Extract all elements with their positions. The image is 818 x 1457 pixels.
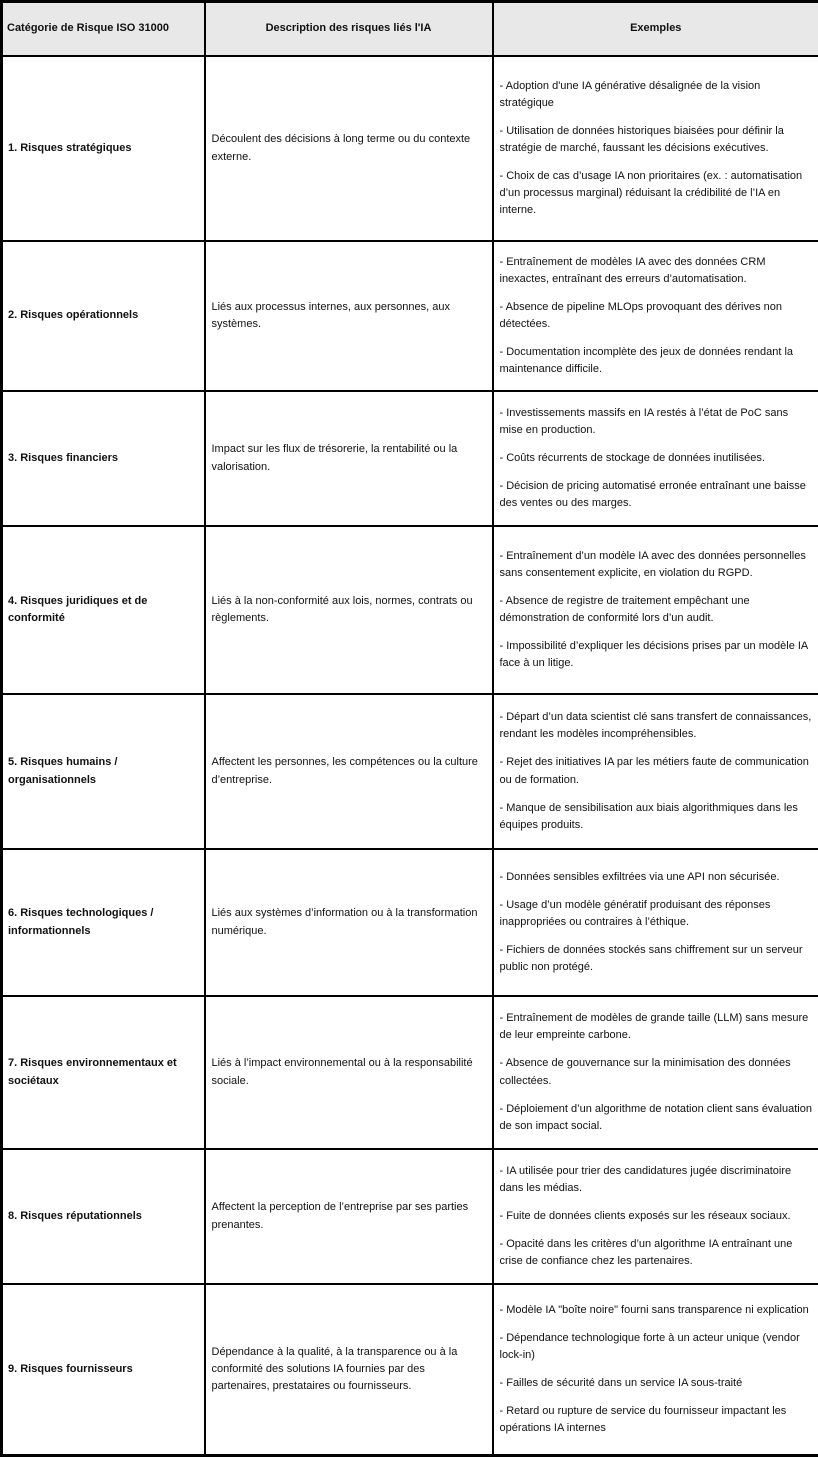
- category-cell: 9. Risques fournisseurs: [2, 1284, 205, 1455]
- example-item: - IA utilisée pour trier des candidatures jugée discriminatoire dans les médias.: [500, 1163, 813, 1197]
- description-cell: Liés à la non-conformité aux lois, normes, contrats ou règlements.: [205, 526, 493, 694]
- description-cell: Affectent les personnes, les compétences ou la culture d’entreprise.: [205, 694, 493, 849]
- example-item: - Décision de pricing automatisé erronée entraînant une baisse des ventes ou des marges.: [500, 478, 813, 512]
- example-item: - Opacité dans les critères d’un algorithme IA entraînant une crise de confiance chez les partenaires.: [500, 1236, 813, 1270]
- example-item: - Coûts récurrents de stockage de données inutilisées.: [500, 450, 813, 467]
- examples-cell: [493, 996, 818, 1149]
- table-row: [2, 526, 818, 694]
- example-item: - Usage d’un modèle génératif produisant des réponses inappropriées ou contraires à l’éthique.: [500, 897, 813, 931]
- table-row: [2, 1284, 818, 1455]
- example-item: - Absence de gouvernance sur la minimisation des données collectées.: [500, 1055, 813, 1089]
- description-cell: Liés à l’impact environnemental ou à la responsabilité sociale.: [205, 996, 493, 1149]
- example-item: - Absence de pipeline MLOps provoquant des dérives non détectées.: [500, 299, 813, 333]
- description-cell: Affectent la perception de l’entreprise par ses parties prenantes.: [205, 1149, 493, 1284]
- table-row: [2, 241, 818, 391]
- example-item: - Adoption d'une IA générative désalignée de la vision stratégique: [500, 78, 813, 112]
- example-item: - Impossibilité d’expliquer les décisions prises par un modèle IA face à un litige.: [500, 638, 813, 672]
- example-item: - Fichiers de données stockés sans chiffrement sur un serveur public non protégé.: [500, 942, 813, 976]
- category-cell: 7. Risques environnementaux et sociétaux: [2, 996, 205, 1149]
- example-item: - Départ d’un data scientist clé sans transfert de connaissances, rendant les modèles incompréhensibles.: [500, 709, 813, 743]
- example-item: - Investissements massifs en IA restés à l’état de PoC sans mise en production.: [500, 405, 813, 439]
- example-item: - Manque de sensibilisation aux biais algorithmiques dans les équipes produits.: [500, 800, 813, 834]
- category-cell: 5. Risques humains / organisationnels: [2, 694, 205, 849]
- table-row: [2, 996, 818, 1149]
- example-item: - Absence de registre de traitement empêchant une démonstration de conformité lors d’un audit.: [500, 593, 813, 627]
- examples-cell: [493, 391, 818, 526]
- example-item: - Dépendance technologique forte à un acteur unique (vendor lock-in): [500, 1330, 813, 1364]
- example-item: - Retard ou rupture de service du fournisseur impactant les opérations IA internes: [500, 1403, 813, 1437]
- example-item: - Entraînement de modèles de grande taille (LLM) sans mesure de leur empreinte carbone.: [500, 1010, 813, 1044]
- table-row: [2, 56, 818, 241]
- example-item: - Entraînement de modèles IA avec des données CRM inexactes, entraînant des erreurs d’automatisation.: [500, 254, 813, 288]
- examples-cell: [493, 1149, 818, 1284]
- column-header-examples: Exemples: [493, 2, 818, 57]
- category-cell: 2. Risques opérationnels: [2, 241, 205, 391]
- category-cell: 6. Risques technologiques / informationnels: [2, 849, 205, 996]
- column-header-category: Catégorie de Risque ISO 31000: [2, 2, 205, 57]
- example-item: - Modèle IA "boîte noire" fourni sans transparence ni explication: [500, 1302, 813, 1319]
- table-header-row: [2, 2, 818, 57]
- examples-cell: [493, 241, 818, 391]
- category-cell: 3. Risques financiers: [2, 391, 205, 526]
- example-item: - Documentation incomplète des jeux de données rendant la maintenance difficile.: [500, 344, 813, 378]
- example-item: - Failles de sécurité dans un service IA sous-traité: [500, 1375, 813, 1392]
- category-cell: 1. Risques stratégiques: [2, 56, 205, 241]
- description-cell: Impact sur les flux de trésorerie, la rentabilité ou la valorisation.: [205, 391, 493, 526]
- examples-cell: [493, 849, 818, 996]
- examples-cell: [493, 56, 818, 241]
- examples-cell: [493, 526, 818, 694]
- category-cell: 4. Risques juridiques et de conformité: [2, 526, 205, 694]
- table-body: [2, 56, 818, 1455]
- table-row: [2, 849, 818, 996]
- example-item: - Entraînement d’un modèle IA avec des données personnelles sans consentement explicite, en violation du RGPD.: [500, 548, 813, 582]
- example-item: - Rejet des initiatives IA par les métiers faute de communication ou de formation.: [500, 754, 813, 788]
- examples-cell: [493, 694, 818, 849]
- category-cell: 8. Risques réputationnels: [2, 1149, 205, 1284]
- example-item: - Choix de cas d’usage IA non prioritaires (ex. : automatisation d’un processus marginal) réduisant la crédibilité de l’IA en interne.: [500, 168, 813, 219]
- description-cell: Liés aux systèmes d’information ou à la transformation numérique.: [205, 849, 493, 996]
- description-cell: Liés aux processus internes, aux personnes, aux systèmes.: [205, 241, 493, 391]
- column-header-description: Description des risques liés l'IA: [205, 2, 493, 57]
- example-item: - Utilisation de données historiques biaisées pour définir la stratégie de marché, faussant les décisions exécutives.: [500, 123, 813, 157]
- example-item: - Déploiement d’un algorithme de notation client sans évaluation de son impact social.: [500, 1101, 813, 1135]
- description-cell: Dépendance à la qualité, à la transparence ou à la conformité des solutions IA fournies par des partenaires, prestataires ou fournisseurs.: [205, 1284, 493, 1455]
- example-item: - Données sensibles exfiltrées via une API non sécurisée.: [500, 869, 813, 886]
- examples-cell: [493, 1284, 818, 1455]
- table-row: [2, 1149, 818, 1284]
- example-item: - Fuite de données clients exposés sur les réseaux sociaux.: [500, 1208, 813, 1225]
- table-row: [2, 391, 818, 526]
- description-cell: Découlent des décisions à long terme ou du contexte externe.: [205, 56, 493, 241]
- table-row: [2, 694, 818, 849]
